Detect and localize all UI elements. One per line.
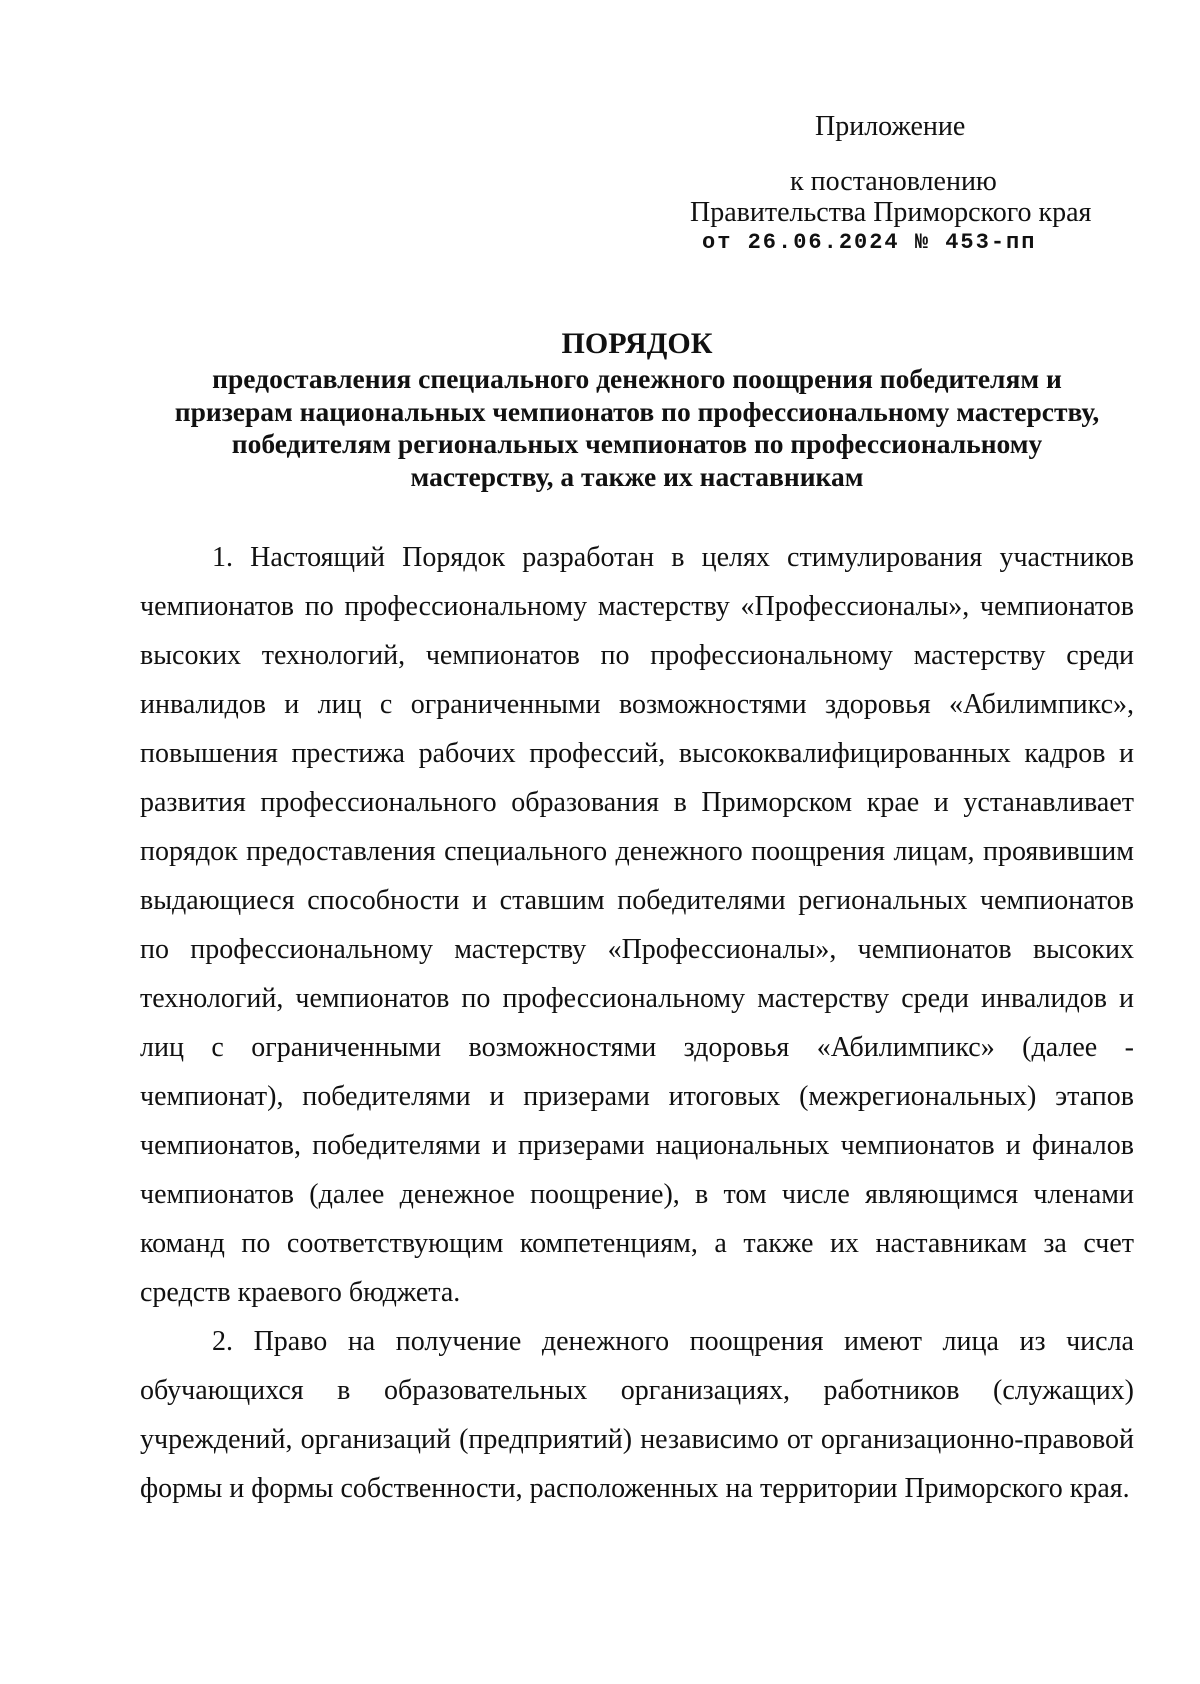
resolution-date-number-stamp: от 26.06.2024 № 453-пп <box>702 230 1037 255</box>
document-body <box>140 533 1134 1513</box>
document-subtitle-line-2: призерам национальных чемпионатов по профессиональному мастерству, <box>174 395 1100 427</box>
document-heading <box>140 326 1134 493</box>
appendix-title: Приложение <box>815 111 966 142</box>
document-subtitle-line-3: победителям региональных чемпионатов по профессиональному <box>231 428 1043 459</box>
document-subtitle-line-1: предоставления специального денежного поощрения победителям и <box>212 363 1062 394</box>
paragraph-1: 1. Настоящий Порядок разработан в целях стимулирования участников чемпионатов по профессиональному мастерству «Профессионалы», чемпионатов высоких технологий, чемпионатов по профессиональному мастерству среди инвалидов и лиц с ограниченными возможностями здоровья «Абилимпикс», повышения престижа рабочих профессий, высококвалифицированных кадров и развития профессионального образования в Приморском крае и устанавливает порядок предоставления специального денежного поощрения лицам, проявившим выдающиеся способности и ставшим победителями региональных чемпионатов по профессиональному мастерству «Профессионалы», чемпионатов высоких технологий, чемпионатов по профессиональному мастерству среди инвалидов и лиц с ограниченными возможностями здоровья «Абилимпикс» (далее - чемпионат), победителями и призерами итоговых (межрегиональных) этапов чемпионатов, победителями и призерами национальных чемпионатов и финалов чемпионатов (далее денежное поощрение), в том числе являющимся членами команд по соответствующим компетенциям, а также их наставникам за счет средств краевого бюджета. <box>140 542 1134 1308</box>
document-subtitle-line-4: мастерству, а также их наставникам <box>410 460 864 492</box>
document-title: ПОРЯДОК <box>561 327 713 360</box>
paragraph-2: 2. Право на получение денежного поощрения имеют лица из числа обучающихся в образовательных организациях, работников (служащих) учреждений, организаций (предприятий) независимо от организационно-правовой формы и формы собственности, расположенных на территории Приморского края. <box>140 1326 1134 1504</box>
appendix-government-line: Правительства Приморского края <box>690 197 1092 228</box>
appendix-resolution-line: к постановлению <box>790 166 997 197</box>
